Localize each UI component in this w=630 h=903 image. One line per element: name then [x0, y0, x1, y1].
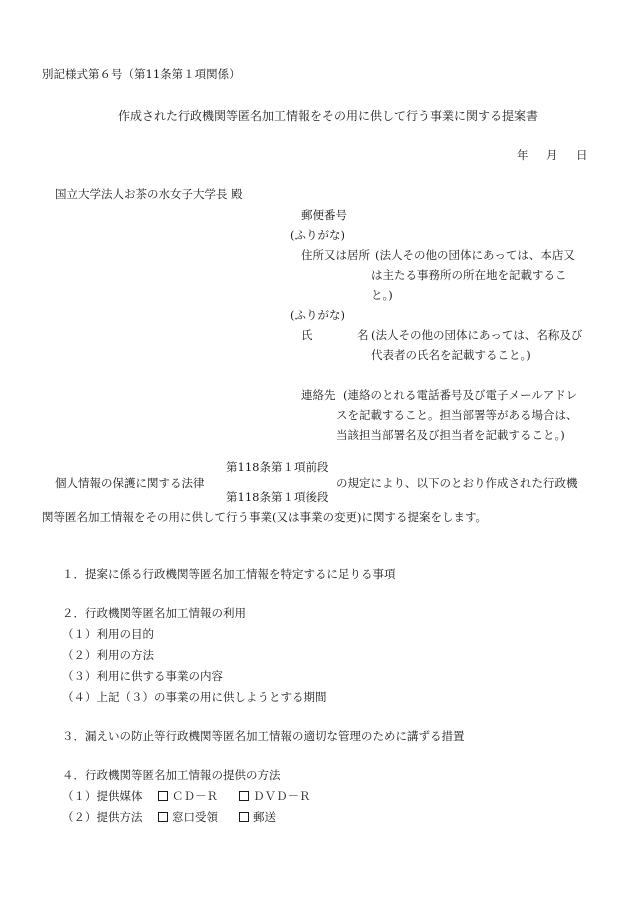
postal-code-label: 郵便番号 [301, 208, 347, 222]
section-2-item-4: （４）上記（３）の事業の用に供しようとする期間 [62, 690, 327, 704]
contact-note-line-2: スを記載すること。担当部署等がある場合は、 [336, 408, 578, 422]
furigana-label-address: (ふりがな) [290, 228, 345, 242]
option-mail[interactable] [239, 812, 276, 824]
form-id: 別記様式第６号（第11条第１項関係） [42, 67, 241, 81]
addressee: 国立大学法人お茶の水女子大学長 殿 [55, 187, 243, 201]
furigana-label-name: (ふりがな) [290, 308, 345, 322]
section-4-item-1-label: （１）提供媒体 [62, 789, 143, 803]
section-4-item-2-label: （２）提供方法 [62, 810, 143, 824]
date-year: 年 [517, 148, 529, 162]
article-reference-first: 第118条第１項前段 [226, 460, 329, 474]
section-2-item-3: （３）利用に供する事業の内容 [62, 669, 223, 683]
statement-text-line-2: 関等匿名加工情報をその用に供して行う事業(又は事業の変更)に関する提案をします。 [42, 510, 488, 524]
address-note-line-1: (法人その他の団体にあっては、本店又 [375, 248, 575, 262]
document-title: 作成された行政機関等匿名加工情報をその用に供して行う事業に関する提案書 [118, 109, 539, 123]
checkbox-icon[interactable] [239, 791, 249, 801]
article-reference-second: 第118条第１項後段 [226, 490, 329, 504]
section-4-heading: ４．行政機関等匿名加工情報の提供の方法 [62, 768, 281, 782]
contact-label: 連絡先 [301, 388, 336, 402]
date-day: 日 [576, 148, 588, 162]
section-1-heading: １．提案に係る行政機関等匿名加工情報を特定するに足りる事項 [62, 567, 396, 581]
option-cd-r[interactable] [158, 791, 218, 803]
name-label-first: 氏 [301, 328, 313, 342]
address-label: 住所又は居所 [301, 248, 370, 262]
option-dvd-r-label: ＤＶＤ－Ｒ [253, 789, 311, 803]
name-note-line-1: (法人その他の団体にあっては、名称及び [371, 328, 583, 342]
statement-text-line-1: の規定により、以下のとおり作成された行政機 [336, 476, 578, 490]
name-label-second: 名 [357, 328, 369, 342]
section-2-item-1: （１）利用の目的 [62, 627, 154, 641]
name-note-line-2: 代表者の氏名を記載すること。) [371, 348, 531, 362]
option-mail-label: 郵送 [253, 810, 276, 824]
address-note-line-3: と。) [371, 288, 393, 302]
checkbox-icon[interactable] [239, 812, 249, 822]
contact-note-line-1: (連絡のとれる電話番号及び電子メールアドレ [343, 388, 578, 402]
contact-note-line-3: 当該担当部署名及び担当者を記載すること。) [336, 428, 565, 442]
checkbox-icon[interactable] [158, 812, 168, 822]
option-cd-r-label: ＣＤ－Ｒ [172, 789, 218, 803]
option-dvd-r[interactable] [239, 791, 311, 803]
option-counter-pickup[interactable] [158, 812, 218, 824]
section-3-heading: ３．漏えいの防止等行政機関等匿名加工情報の適切な管理のために講ずる措置 [62, 729, 465, 743]
section-2-heading: ２．行政機関等匿名加工情報の利用 [62, 606, 246, 620]
date-month: 月 [546, 148, 558, 162]
section-2-item-2: （２）利用の方法 [62, 648, 154, 662]
law-name: 個人情報の保護に関する法律 [55, 476, 205, 490]
option-counter-pickup-label: 窓口受領 [172, 810, 218, 824]
checkbox-icon[interactable] [158, 791, 168, 801]
address-note-line-2: は主たる事務所の所在地を記載するこ [371, 268, 567, 282]
